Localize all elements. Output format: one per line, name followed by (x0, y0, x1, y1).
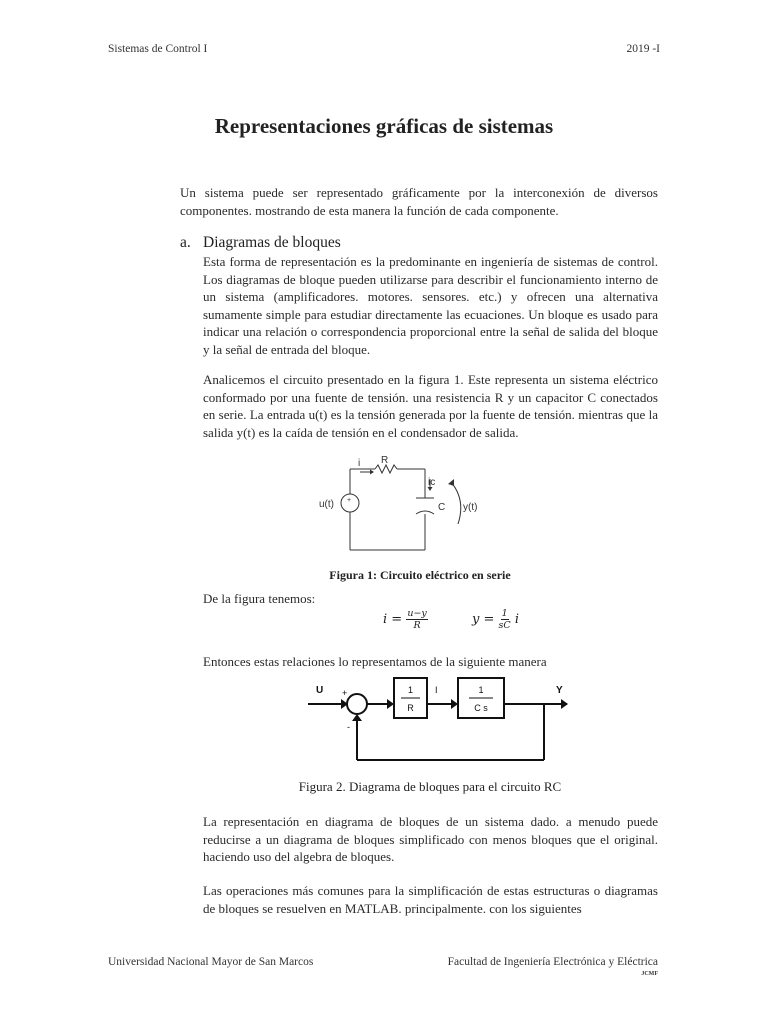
output-voltage-label: y(t) (463, 502, 478, 513)
equation-output (472, 608, 519, 631)
figure-2-caption: Figura 2. Diagrama de bloques para el circuito RC (298, 779, 562, 794)
output-Y-label: Y (556, 685, 563, 696)
figure-1-caption: Figura 1: Circuito eléctrico en serie (329, 568, 511, 582)
summer-minus-sign: - (347, 722, 350, 732)
footer-faculty: Facultad de Ingeniería Electrónica y Eléctrica (447, 956, 658, 968)
summing-junction (347, 694, 367, 714)
capacitor-label: C (438, 502, 446, 513)
summer-plus-sign: + (342, 688, 348, 698)
footer-university: Universidad Nacional Mayor de San Marcos (108, 956, 314, 968)
section-paragraph-2: Analicemos el circuito presentado en la figura 1. Este representa un sistema eléctrico conformado por una fuente de tensión. una resistencia R y un capacitor C conectados en serie. La entrada u(t) es la tensión generada por la fuente de tensión. mientras que la salida y(t) es la caída de tensión en el condensador de salida. (203, 372, 658, 440)
block-1-denominator: R (407, 703, 414, 713)
header-term: 2019 -I (626, 43, 660, 55)
section-marker: a. (180, 234, 191, 251)
signal-I-label: I (435, 685, 438, 695)
equations-intro: De la figura tenemos: (203, 591, 316, 606)
page-title: Representaciones gráficas de sistemas (214, 114, 554, 138)
header-course: Sistemas de Control I (108, 43, 208, 55)
resistor-label: R (381, 455, 389, 466)
block-1-numerator: 1 (407, 685, 414, 695)
equation-1-lhs: i = (383, 612, 403, 627)
equation-current (383, 608, 428, 631)
paragraph-4: Las operaciones más comunes para la simplificación de estas estructuras o diagramas de bloques se resuelven en MATLAB. principalmente. con los siguientes (203, 883, 658, 916)
intro-paragraph: Un sistema puede ser representado gráficamente por la interconexión de diversos componentes. mostrando de esta manera la función de cada componente. (180, 185, 658, 218)
section-paragraph-1: Esta forma de representación es la predominante en ingeniería de sistemas de control. Los diagramas de bloque pueden utilizarse para describir el funcionamiento interno de un sistema (amplificadores. motores. sensores. etc.) y ofrecen una alternativa sumamente simple para estudiar directamente las ecuaciones. Un bloque es usado para indicar una relación o correspondencia proporcional entre la señal de salida del bloque y la señal de entrada del bloque. (203, 254, 658, 357)
section-heading: Diagramas de bloques (203, 234, 341, 251)
paragraph-3: La representación en diagrama de bloques de un sistema dado. a menudo puede reducirse a un diagrama de bloques simplificado con menos bloques que el original. haciendo uso del algebra de bloques. (203, 814, 658, 864)
equation-2-tail: i (514, 612, 519, 627)
equation-2-lhs: y = (472, 612, 495, 627)
equation-1-denominator: R (413, 620, 421, 631)
equation-1-fraction (406, 608, 427, 631)
svg-text:+: + (347, 497, 352, 504)
equation-2-fraction (499, 608, 511, 631)
equation-2-numerator: 1 (501, 608, 508, 619)
input-U-label: U (316, 685, 324, 696)
relations-text: Entonces estas relaciones lo representamos de la siguiente manera (203, 654, 547, 669)
capacitor-plate-bottom (416, 511, 434, 514)
block-2-numerator: 1 (478, 685, 484, 695)
equation-2-denominator: sC (498, 620, 511, 631)
equation-1-numerator: u−y (407, 608, 427, 619)
current-ic-label: ic (428, 477, 436, 488)
block-diagram-figure (305, 672, 585, 774)
current-i-label: i (358, 458, 361, 469)
input-voltage-label: u(t) (319, 499, 334, 510)
footer-initials: JCMF (641, 971, 658, 977)
rc-circuit-figure (318, 452, 498, 556)
block-2-denominator: C s (474, 703, 488, 713)
resistor-symbol (375, 465, 397, 473)
